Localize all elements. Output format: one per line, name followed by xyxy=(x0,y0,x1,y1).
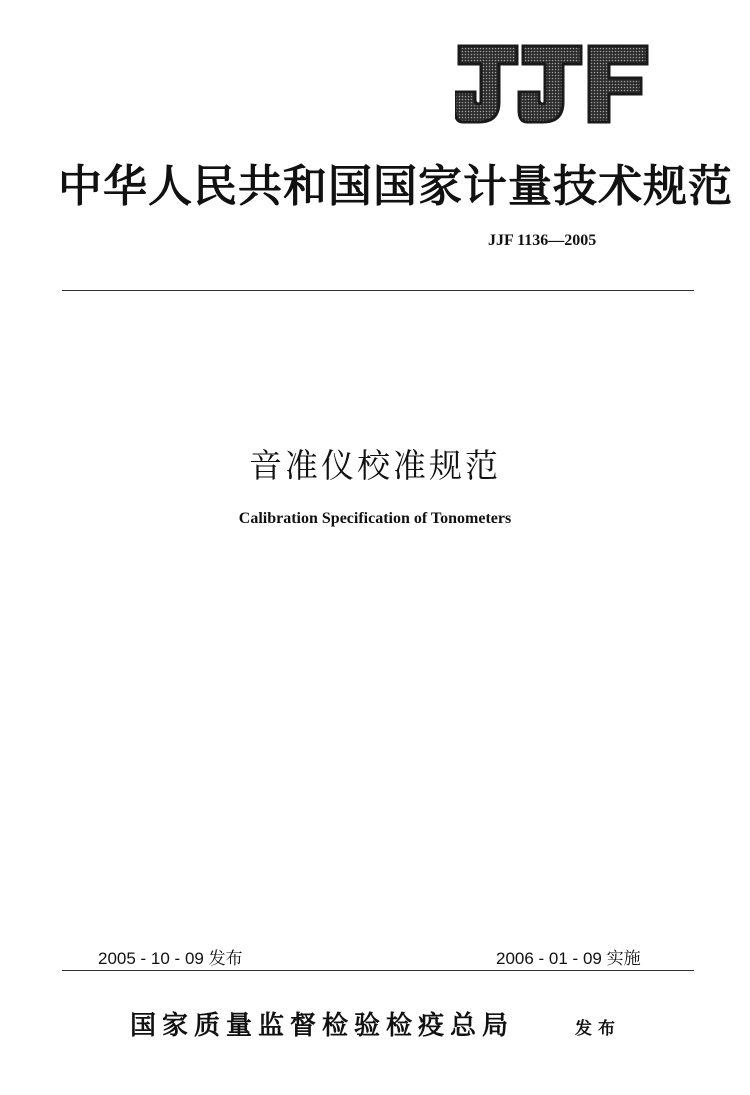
publisher-suffix: 发布 xyxy=(575,1019,621,1039)
publisher-name: 国家质量监督检验检疫总局 xyxy=(130,1011,515,1041)
top-divider xyxy=(62,290,694,291)
jjf-logo xyxy=(455,44,650,124)
bottom-divider xyxy=(62,970,694,971)
standard-series-title: 中华人民共和国国家计量技术规范 xyxy=(58,161,733,212)
document-code: JJF 1136—2005 xyxy=(488,232,597,249)
effective-date: 2006 - 01 - 09 实施 xyxy=(496,949,641,968)
document-title-english: Calibration Specification of Tonometers xyxy=(238,510,512,527)
issue-date: 2005 - 10 - 09 发布 xyxy=(98,949,243,968)
document-title-chinese: 音准仪校准规范 xyxy=(249,446,501,485)
logo-letter-f xyxy=(589,46,647,122)
logo-letter-j-2 xyxy=(519,46,581,122)
logo-letter-j-1 xyxy=(455,46,517,122)
